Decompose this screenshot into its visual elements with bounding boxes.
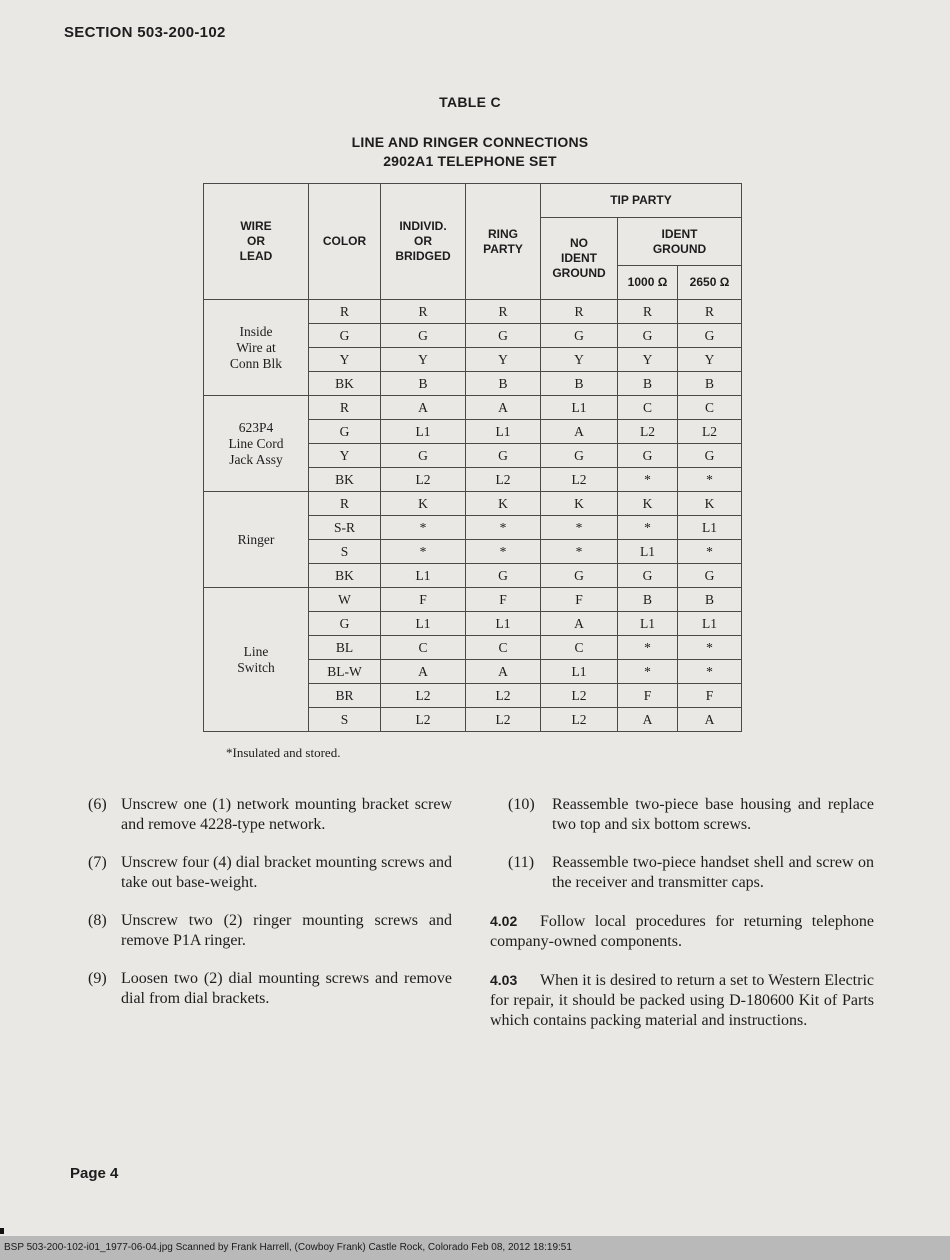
cell-no-ident-ground: * (541, 540, 618, 564)
cell-ring-party: L2 (466, 684, 541, 708)
cell-ident-2650-ohm: G (678, 324, 742, 348)
step-text: Reassemble two-piece handset shell and screw on the receiver and transmitter caps. (552, 854, 874, 891)
wire-group-label: Line Switch (204, 588, 309, 732)
cell-ident-2650-ohm: G (678, 444, 742, 468)
cell-ident-1000-ohm: B (618, 372, 678, 396)
cell-ident-2650-ohm: B (678, 588, 742, 612)
table-row (204, 300, 742, 324)
cell-ident-1000-ohm: L2 (618, 420, 678, 444)
cell-individ-or-bridged: K (381, 492, 466, 516)
cell-color: BL (309, 636, 381, 660)
cell-ring-party: A (466, 396, 541, 420)
cell-individ-or-bridged: L2 (381, 708, 466, 732)
page-number: Page 4 (70, 1165, 119, 1182)
cell-no-ident-ground: R (541, 300, 618, 324)
step-item (88, 911, 452, 951)
cell-color: R (309, 300, 381, 324)
header-individ-or-bridged: INDIVID. OR BRIDGED (381, 184, 466, 300)
cell-color: G (309, 324, 381, 348)
cell-individ-or-bridged: L2 (381, 684, 466, 708)
cell-ident-2650-ohm: R (678, 300, 742, 324)
cell-color: S-R (309, 516, 381, 540)
cell-ident-1000-ohm: G (618, 324, 678, 348)
cell-ident-1000-ohm: * (618, 660, 678, 684)
step-number: (6) (88, 796, 107, 813)
scan-info-bar: BSP 503-200-102-i01_1977-06-04.jpg Scanned by Frank Harrell, (Cowboy Frank) Castle Rock, Colorado Feb 08, 2012 18:19:51 (0, 1236, 950, 1260)
header-2650-ohm: 2650 Ω (678, 266, 742, 300)
cell-ident-1000-ohm: G (618, 564, 678, 588)
cell-no-ident-ground: L2 (541, 708, 618, 732)
wire-group-label: Inside Wire at Conn Blk (204, 300, 309, 396)
header-no-ident-ground: NO IDENT GROUND (541, 218, 618, 300)
cell-ring-party: G (466, 324, 541, 348)
table-row (204, 396, 742, 420)
step-number: (10) (508, 796, 535, 813)
cell-ring-party: L1 (466, 420, 541, 444)
header-1000-ohm: 1000 Ω (618, 266, 678, 300)
step-item (88, 969, 452, 1009)
cell-no-ident-ground: L2 (541, 684, 618, 708)
cell-ident-1000-ohm: * (618, 468, 678, 492)
cell-no-ident-ground: K (541, 492, 618, 516)
cell-ident-2650-ohm: Y (678, 348, 742, 372)
cell-color: G (309, 420, 381, 444)
step-text: Unscrew two (2) ringer mounting screws and remove P1A ringer. (121, 912, 452, 949)
cell-ring-party: F (466, 588, 541, 612)
cell-individ-or-bridged: R (381, 300, 466, 324)
table-row (204, 492, 742, 516)
cell-no-ident-ground: F (541, 588, 618, 612)
cell-individ-or-bridged: * (381, 516, 466, 540)
cell-no-ident-ground: G (541, 564, 618, 588)
cell-individ-or-bridged: A (381, 396, 466, 420)
cell-ident-2650-ohm: A (678, 708, 742, 732)
cell-color: BK (309, 564, 381, 588)
paragraph-number: 4.02 (490, 913, 518, 929)
paragraph-number: 4.03 (490, 972, 518, 988)
cell-individ-or-bridged: G (381, 444, 466, 468)
cell-ident-2650-ohm: L1 (678, 516, 742, 540)
step-number: (7) (88, 854, 107, 871)
cell-no-ident-ground: L1 (541, 396, 618, 420)
cell-ident-1000-ohm: * (618, 636, 678, 660)
cell-color: BL-W (309, 660, 381, 684)
cell-no-ident-ground: A (541, 420, 618, 444)
cell-ident-1000-ohm: F (618, 684, 678, 708)
cell-ident-1000-ohm: R (618, 300, 678, 324)
cell-ident-2650-ohm: * (678, 660, 742, 684)
right-column (490, 795, 874, 1049)
cell-individ-or-bridged: A (381, 660, 466, 684)
paragraph-4-02 (490, 911, 874, 952)
cell-ident-1000-ohm: G (618, 444, 678, 468)
cell-individ-or-bridged: C (381, 636, 466, 660)
cell-color: BK (309, 372, 381, 396)
header-tip-party: TIP PARTY (541, 184, 742, 218)
cell-ident-1000-ohm: K (618, 492, 678, 516)
cell-color: R (309, 492, 381, 516)
wire-group-label: Ringer (204, 492, 309, 588)
cell-individ-or-bridged: B (381, 372, 466, 396)
cell-ring-party: B (466, 372, 541, 396)
cell-ident-2650-ohm: F (678, 684, 742, 708)
cell-no-ident-ground: G (541, 324, 618, 348)
cell-ident-1000-ohm: L1 (618, 612, 678, 636)
step-number: (9) (88, 970, 107, 987)
paragraph-text: Follow local procedures for returning telephone company-owned components. (490, 913, 874, 950)
header-ring-party: RING PARTY (466, 184, 541, 300)
cell-ring-party: R (466, 300, 541, 324)
step-text: Unscrew one (1) network mounting bracket screw and remove 4228-type network. (121, 796, 452, 833)
table-subtitle-line1: LINE AND RINGER CONNECTIONS (351, 134, 589, 150)
cell-ident-2650-ohm: L1 (678, 612, 742, 636)
cell-no-ident-ground: Y (541, 348, 618, 372)
cell-ident-2650-ohm: G (678, 564, 742, 588)
cell-no-ident-ground: G (541, 444, 618, 468)
cell-ident-2650-ohm: * (678, 540, 742, 564)
step-item (490, 853, 874, 893)
cell-individ-or-bridged: * (381, 540, 466, 564)
cell-ident-2650-ohm: C (678, 396, 742, 420)
header-color: COLOR (309, 184, 381, 300)
cell-color: S (309, 540, 381, 564)
cell-ident-1000-ohm: A (618, 708, 678, 732)
cell-ident-2650-ohm: B (678, 372, 742, 396)
cell-ident-1000-ohm: C (618, 396, 678, 420)
step-item (490, 795, 874, 835)
cell-individ-or-bridged: L1 (381, 612, 466, 636)
cell-ident-2650-ohm: * (678, 468, 742, 492)
cell-ident-1000-ohm: Y (618, 348, 678, 372)
cell-ring-party: L2 (466, 708, 541, 732)
cell-color: G (309, 612, 381, 636)
cell-color: W (309, 588, 381, 612)
cell-ring-party: A (466, 660, 541, 684)
header-ident-ground: IDENT GROUND (618, 218, 742, 266)
cell-ident-1000-ohm: L1 (618, 540, 678, 564)
cell-individ-or-bridged: L1 (381, 420, 466, 444)
cell-color: BK (309, 468, 381, 492)
step-number: (8) (88, 912, 107, 929)
cell-ring-party: G (466, 564, 541, 588)
cell-ident-1000-ohm: * (618, 516, 678, 540)
cell-ident-2650-ohm: K (678, 492, 742, 516)
cell-ring-party: Y (466, 348, 541, 372)
connections-table (203, 183, 742, 732)
header-wire-or-lead: WIRE OR LEAD (204, 184, 309, 300)
step-number: (11) (508, 854, 535, 871)
cell-ring-party: L1 (466, 612, 541, 636)
cell-ident-1000-ohm: B (618, 588, 678, 612)
cell-no-ident-ground: A (541, 612, 618, 636)
cell-color: BR (309, 684, 381, 708)
cell-ring-party: * (466, 516, 541, 540)
cell-no-ident-ground: C (541, 636, 618, 660)
cell-ring-party: L2 (466, 468, 541, 492)
paragraph-4-03 (490, 970, 874, 1031)
cell-individ-or-bridged: L2 (381, 468, 466, 492)
cell-no-ident-ground: L2 (541, 468, 618, 492)
cell-ring-party: C (466, 636, 541, 660)
step-text: Unscrew four (4) dial bracket mounting screws and take out base-weight. (121, 854, 452, 891)
scan-edge-mark (0, 1228, 4, 1234)
cell-ring-party: K (466, 492, 541, 516)
cell-no-ident-ground: L1 (541, 660, 618, 684)
section-header: SECTION 503-200-102 (64, 24, 226, 41)
wire-group-label: 623P4 Line Cord Jack Assy (204, 396, 309, 492)
table-subtitle (0, 133, 940, 171)
table-subtitle-line2: 2902A1 TELEPHONE SET (383, 153, 557, 169)
cell-ring-party: * (466, 540, 541, 564)
cell-ident-2650-ohm: * (678, 636, 742, 660)
left-column (88, 795, 452, 1027)
cell-individ-or-bridged: L1 (381, 564, 466, 588)
cell-color: S (309, 708, 381, 732)
table-title: TABLE C (439, 94, 501, 110)
cell-color: Y (309, 444, 381, 468)
step-text: Reassemble two-piece base housing and replace two top and six bottom screws. (552, 796, 874, 833)
cell-individ-or-bridged: F (381, 588, 466, 612)
table-row (204, 588, 742, 612)
cell-color: R (309, 396, 381, 420)
cell-ident-2650-ohm: L2 (678, 420, 742, 444)
table-footnote: *Insulated and stored. (226, 745, 341, 760)
cell-color: Y (309, 348, 381, 372)
paragraph-text: When it is desired to return a set to Western Electric for repair, it should be packed using D-180600 Kit of Parts which contains packing material and instructions. (490, 972, 874, 1029)
step-item (88, 795, 452, 835)
step-text: Loosen two (2) dial mounting screws and remove dial from dial brackets. (121, 970, 452, 1007)
cell-no-ident-ground: * (541, 516, 618, 540)
cell-individ-or-bridged: G (381, 324, 466, 348)
cell-ring-party: G (466, 444, 541, 468)
cell-individ-or-bridged: Y (381, 348, 466, 372)
cell-no-ident-ground: B (541, 372, 618, 396)
step-item (88, 853, 452, 893)
